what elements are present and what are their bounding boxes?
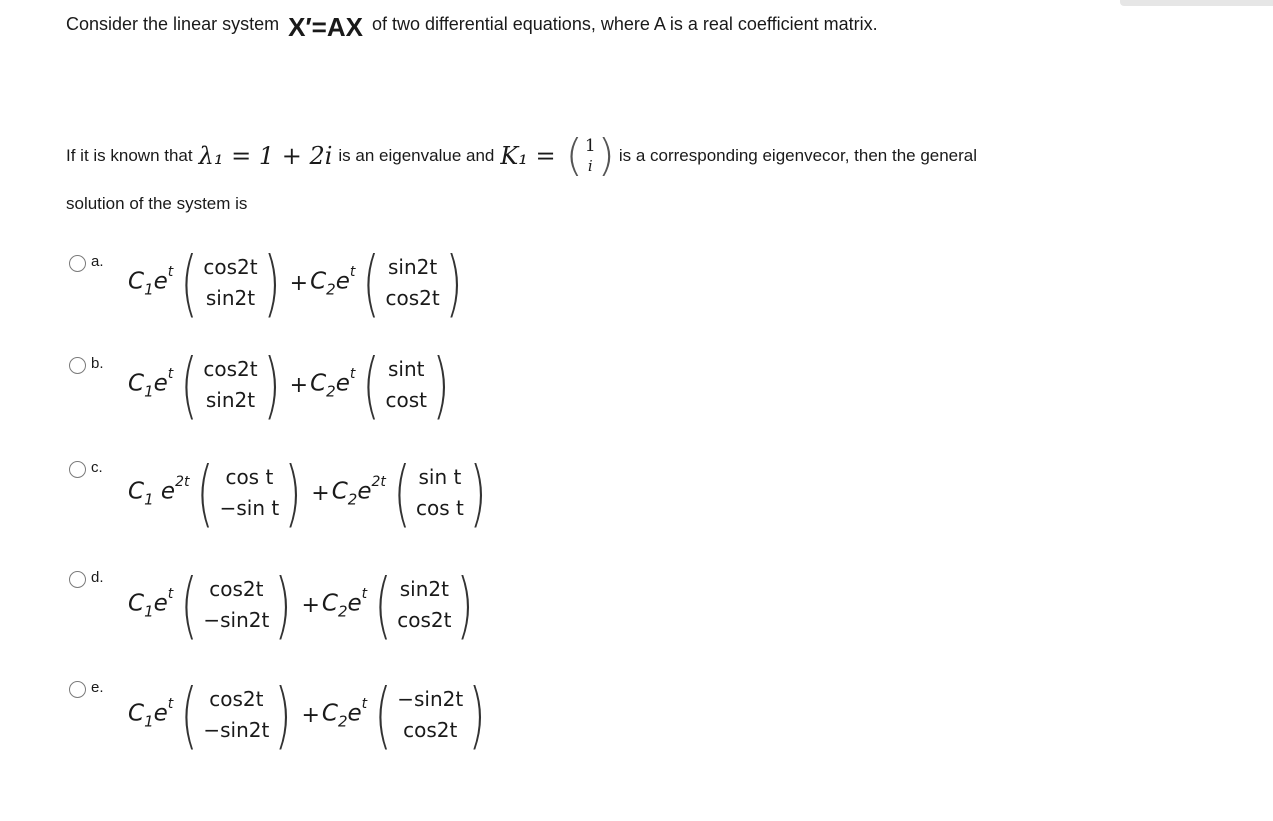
c1-exponent: t xyxy=(167,695,174,712)
eigenvector xyxy=(565,130,615,181)
option-b-letter: b. xyxy=(91,355,104,372)
option-b-radio[interactable] xyxy=(69,357,86,374)
option-c-letter: c. xyxy=(91,459,103,476)
question-line-1 xyxy=(66,6,878,42)
eigenvector-top: 1 xyxy=(584,136,596,156)
system-equation: X′=AX xyxy=(288,12,363,42)
vector-1-top: cos2t xyxy=(203,357,258,381)
vector-1-bottom: sin2t xyxy=(205,286,256,310)
c1-term: $C_1e^t$ xyxy=(128,695,174,731)
vector-1-bottom: −sin2t xyxy=(203,608,270,632)
c2-exponent: t xyxy=(361,695,368,712)
question-line-2-suffix: is a corresponding eigenvecor, then the general xyxy=(618,146,978,165)
c2-exponent: t xyxy=(349,365,356,382)
option-d-letter: d. xyxy=(91,569,104,586)
left-paren: ( xyxy=(565,130,583,181)
option-a-letter: a. xyxy=(91,253,104,270)
plus-sign: + xyxy=(301,702,320,728)
c1-term: $C_1$ $e^{2t}$ xyxy=(128,473,190,509)
eigenvector-column xyxy=(583,136,598,176)
eigenvalue: λ₁ = 1 + 2i xyxy=(198,142,333,170)
vector-2: ( −sin2t cos2t ) xyxy=(374,673,486,757)
vector-2: ( sin2t cos2t ) xyxy=(374,563,474,647)
vector-2: ( sin2t cos2t ) xyxy=(362,241,463,325)
c1-exponent: 2t xyxy=(175,473,190,490)
option-e-letter: e. xyxy=(91,679,104,696)
c2-term: $C_2e^t$ xyxy=(310,365,356,401)
option-d-expression xyxy=(128,564,482,646)
vector-1: ( cos2t sin2t ) xyxy=(180,241,281,325)
question-line-2 xyxy=(66,130,978,181)
vector-2: ( sin t cos t ) xyxy=(393,451,487,535)
question-line-2-mid: is an eigenvalue and xyxy=(338,146,495,165)
c1-term: $C_1e^t$ xyxy=(128,365,174,401)
c1-exponent: t xyxy=(167,585,174,602)
vector-1-top: cos t xyxy=(225,465,274,489)
option-b-expression xyxy=(128,344,457,426)
vector-2-top: sin t xyxy=(418,465,462,489)
question-line-3: solution of the system is xyxy=(66,194,248,213)
c1-exponent: t xyxy=(167,263,174,280)
vector-1-top: cos2t xyxy=(203,255,258,279)
vector-2-bottom: cost xyxy=(385,388,427,412)
c1-term: $C_1e^t$ xyxy=(128,585,174,621)
option-b[interactable] xyxy=(66,343,626,448)
option-c-expression xyxy=(128,452,494,534)
vector-1-bottom: −sin2t xyxy=(203,718,270,742)
vector-1-top: cos2t xyxy=(209,577,264,601)
vector-2: ( sint cost ) xyxy=(362,343,450,427)
question-line-1-suffix: of two differential equations, where A is a real coefficient matrix. xyxy=(372,14,878,34)
plus-sign: + xyxy=(289,372,309,398)
vector-1: ( cos2t −sin2t ) xyxy=(180,563,292,647)
vector-1: ( cos2t −sin2t ) xyxy=(180,673,292,757)
question-line-2-prefix: If it is known that xyxy=(66,146,193,165)
plus-sign: + xyxy=(289,270,309,296)
option-a-radio[interactable] xyxy=(69,255,86,272)
option-a-expression xyxy=(128,242,470,324)
c2-exponent: t xyxy=(361,585,368,602)
option-a[interactable] xyxy=(66,241,626,346)
option-d-radio[interactable] xyxy=(69,571,86,588)
vector-2-bottom: cos2t xyxy=(403,718,458,742)
vector-1-bottom: −sin t xyxy=(219,496,280,520)
plus-sign: + xyxy=(301,592,320,618)
c2-term: $C_2e^t$ xyxy=(310,263,356,299)
c2-term: $C_2e^t$ xyxy=(321,585,368,621)
option-e[interactable] xyxy=(66,672,626,772)
option-c[interactable] xyxy=(66,452,626,552)
top-edge-bar xyxy=(1120,0,1273,6)
vector-1-bottom: sin2t xyxy=(205,388,256,412)
c2-term: $C_2e^{2t}$ xyxy=(331,473,386,509)
right-paren: ) xyxy=(597,130,615,181)
question-line-1-prefix: Consider the linear system xyxy=(66,14,280,34)
eigenvector-bottom: i xyxy=(587,157,593,175)
c2-term: $C_2e^t$ xyxy=(321,695,368,731)
vector-2-bottom: cos t xyxy=(415,496,464,520)
vector-1-top: cos2t xyxy=(209,687,264,711)
c1-term: $C_1e^t$ xyxy=(128,263,174,299)
eigenvector-label: K₁ = xyxy=(500,142,556,170)
option-c-radio[interactable] xyxy=(69,461,86,478)
vector-1: ( cos2t sin2t ) xyxy=(180,343,281,427)
vector-2-top: sint xyxy=(387,357,425,381)
vector-2-top: sin2t xyxy=(399,577,449,601)
plus-sign: + xyxy=(311,480,330,506)
option-d[interactable] xyxy=(66,562,626,662)
c2-exponent: t xyxy=(349,263,356,280)
vector-2-bottom: cos2t xyxy=(385,286,440,310)
vector-2-top: −sin2t xyxy=(397,687,464,711)
option-e-expression xyxy=(128,674,493,756)
vector-2-bottom: cos2t xyxy=(397,608,452,632)
option-e-radio[interactable] xyxy=(69,681,86,698)
c1-exponent: t xyxy=(167,365,174,382)
c2-exponent: 2t xyxy=(371,473,386,490)
vector-1: ( cos t −sin t ) xyxy=(197,451,302,535)
vector-2-top: sin2t xyxy=(387,255,438,279)
